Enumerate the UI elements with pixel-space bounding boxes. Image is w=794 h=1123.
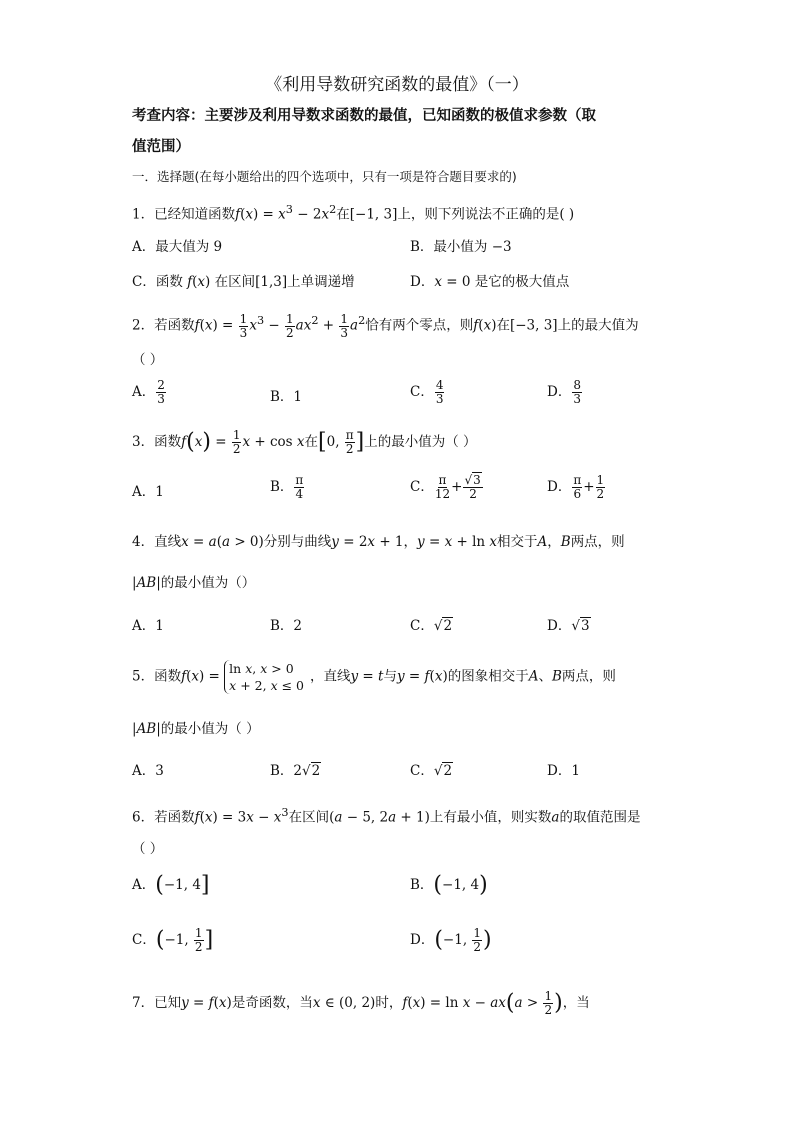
question-7-stem: 7．已知y = f(x)是奇函数，当x ∈ (0, 2)时，f(x) = ln x − ax(a > $\frac{1}{2}$ )，当	[132, 989, 590, 1017]
question-5-option-d: D．1	[547, 763, 580, 779]
scope-line-1: 考查内容：主要涉及利用导数求函数的最值，已知函数的极值求参数（取	[132, 108, 596, 124]
question-1-option-d: D．x = 0 是它的极大值点	[410, 274, 570, 290]
question-4-option-d: D．√3	[547, 618, 590, 634]
question-1-option-b: B．最小值为 −3	[410, 239, 512, 255]
question-5-line-2: |AB|的最小值为（ ）	[132, 721, 260, 737]
question-6-stem: 6．若函数$f(x) = 3x - x^3$在区间(a − 5, 2a + 1)上有最小值，则实数a的取值范围是	[132, 806, 641, 826]
scope-line-2: 值范围）	[132, 139, 190, 155]
question-4-stem: 4．直线x = a(a > 0)分别与曲线y = 2x + 1，y = x + ln x相交于A，B两点，则	[132, 534, 625, 550]
question-1-option-c: C．函数 f(x) 在区间[1,3]上单调递增	[132, 274, 355, 290]
question-1-stem: 1．已经知道函数$f(x) = x^3 - 2x^2$在[−1, 3]上，则下列说法不正确的是( )	[132, 203, 575, 223]
question-5-stem: 5．函数f(x) = ln x, x > 0 x + 2, x ≤ 0，直线y = t与y = f(x)的图象相交于A、B两点，则	[132, 661, 616, 693]
question-3-option-d: D． $\frac{\pi}{6}$ + $\frac{1}{2}$	[547, 473, 605, 501]
question-1-option-a: A．最大值为 9	[132, 239, 223, 255]
question-2-option-b: B．1	[270, 389, 303, 405]
question-6-option-a: A．(−1, 4]	[132, 872, 210, 898]
question-6-option-d: D．(−1, $\frac{1}{2}$ )	[410, 926, 492, 954]
question-3-option-b: B． $\frac{\pi}{4}$	[270, 473, 304, 501]
question-3-option-a: A．1	[132, 484, 164, 500]
page-title: 《利用导数研究函数的最值》（一）	[265, 75, 529, 95]
question-2-option-a: A． $\frac{2}{3}$	[132, 378, 165, 406]
question-4-option-a: A．1	[132, 618, 164, 634]
question-2-paren: （ ）	[132, 352, 164, 368]
question-4-option-c: C．√2	[410, 618, 453, 634]
question-3-stem: 3．函数f(x) = $\frac{1}{2}$ x + cos x在[0, $\frac{\pi}{2}$ ]上的最小值为（ ）	[132, 428, 477, 456]
question-4-line-2: |AB|的最小值为（）	[132, 575, 256, 591]
question-2-option-d: D． $\frac{8}{3}$	[547, 378, 581, 406]
question-4-option-b: B．2	[270, 618, 303, 634]
question-6-option-b: B．(−1, 4)	[410, 872, 488, 898]
question-2-stem: 2．若函数f(x) = $\frac{1}{3}$ $x^3$ − $\frac{1}{2}$ $ax^2$ + $\frac{1}{3}$ $a^2$恰有两个零点，则f(x)在[−3, 3]上的最大值为	[132, 311, 639, 340]
question-5-option-c: C．√2	[410, 763, 453, 779]
question-6-paren: （ ）	[132, 841, 164, 857]
question-2-option-c: C． $\frac{4}{3}$	[410, 378, 444, 406]
question-5-option-b: B．2√2	[270, 763, 321, 779]
question-5-option-a: A．3	[132, 763, 164, 779]
question-6-option-c: C．(−1, $\frac{1}{2}$ ]	[132, 926, 214, 954]
section-heading: 一．选择题(在每小题给出的四个选项中，只有一项是符合题目要求的)	[132, 169, 517, 184]
question-3-option-c: C． $\frac{\pi}{12}$ + $\frac{√3}{2}$	[410, 473, 481, 501]
